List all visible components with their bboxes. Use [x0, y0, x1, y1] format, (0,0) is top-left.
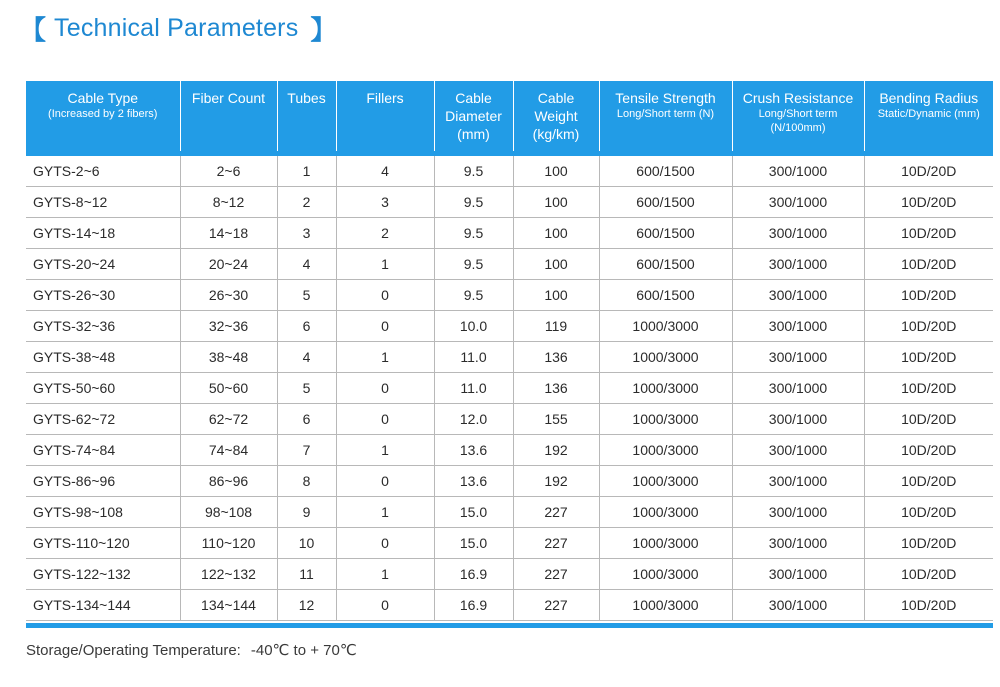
- cell-cable-type: GYTS-8~12: [26, 187, 180, 218]
- cell-weight: 192: [513, 435, 599, 466]
- header-cable-weight: Cable Weight (kg/km): [513, 81, 599, 154]
- cell-crush: 300/1000: [732, 528, 864, 559]
- cell-diameter: 9.5: [434, 218, 513, 249]
- cell-bending: 10D/20D: [864, 528, 993, 559]
- cell-diameter: 15.0: [434, 497, 513, 528]
- cell-tubes: 1: [277, 154, 336, 187]
- cell-cable-type: GYTS-86~96: [26, 466, 180, 497]
- cell-crush: 300/1000: [732, 311, 864, 342]
- cell-tubes: 5: [277, 373, 336, 404]
- cell-fiber-count: 110~120: [180, 528, 277, 559]
- cell-tensile: 1000/3000: [599, 528, 732, 559]
- cell-bending: 10D/20D: [864, 154, 993, 187]
- cell-weight: 100: [513, 249, 599, 280]
- cell-fillers: 0: [336, 466, 434, 497]
- cell-tensile: 1000/3000: [599, 342, 732, 373]
- cell-tensile: 600/1500: [599, 280, 732, 311]
- header-tensile-strength: Tensile Strength Long/Short term (N): [599, 81, 732, 154]
- table-row: [26, 154, 993, 187]
- cell-fillers: 0: [336, 590, 434, 621]
- cell-diameter: 9.5: [434, 280, 513, 311]
- header-crush-resistance: Crush Resistance Long/Short term (N/100mm): [732, 81, 864, 154]
- table-row: [26, 435, 993, 466]
- cell-diameter: 11.0: [434, 373, 513, 404]
- table-row: [26, 590, 993, 621]
- cell-bending: 10D/20D: [864, 373, 993, 404]
- cell-diameter: 11.0: [434, 342, 513, 373]
- title-open-bracket: 【: [20, 15, 47, 45]
- cell-bending: 10D/20D: [864, 187, 993, 218]
- cell-fiber-count: 74~84: [180, 435, 277, 466]
- cell-fillers: 0: [336, 404, 434, 435]
- cell-bending: 10D/20D: [864, 280, 993, 311]
- cell-cable-type: GYTS-122~132: [26, 559, 180, 590]
- table-row: [26, 559, 993, 590]
- cell-crush: 300/1000: [732, 497, 864, 528]
- cell-cable-type: GYTS-62~72: [26, 404, 180, 435]
- cell-crush: 300/1000: [732, 466, 864, 497]
- cell-weight: 192: [513, 466, 599, 497]
- cell-fiber-count: 134~144: [180, 590, 277, 621]
- cell-tensile: 1000/3000: [599, 435, 732, 466]
- cell-tubes: 12: [277, 590, 336, 621]
- cell-tubes: 9: [277, 497, 336, 528]
- cell-fillers: 4: [336, 154, 434, 187]
- cell-bending: 10D/20D: [864, 342, 993, 373]
- header-tubes: Tubes: [277, 81, 336, 154]
- cell-fillers: 1: [336, 559, 434, 590]
- table-row: [26, 404, 993, 435]
- cell-crush: 300/1000: [732, 218, 864, 249]
- cell-fiber-count: 122~132: [180, 559, 277, 590]
- cell-fiber-count: 32~36: [180, 311, 277, 342]
- cell-cable-type: GYTS-134~144: [26, 590, 180, 621]
- cell-weight: 100: [513, 218, 599, 249]
- header-cable-type: Cable Type (Increased by 2 fibers): [26, 81, 180, 154]
- cell-diameter: 10.0: [434, 311, 513, 342]
- table-row: [26, 466, 993, 497]
- cell-weight: 227: [513, 590, 599, 621]
- temperature-note-value: -40℃ to + 70℃: [250, 642, 357, 659]
- cell-tensile: 600/1500: [599, 154, 732, 187]
- cell-diameter: 16.9: [434, 590, 513, 621]
- table-row: [26, 311, 993, 342]
- cell-cable-type: GYTS-98~108: [26, 497, 180, 528]
- cell-fillers: 0: [336, 373, 434, 404]
- cell-weight: 227: [513, 497, 599, 528]
- table-row: [26, 373, 993, 404]
- cell-bending: 10D/20D: [864, 311, 993, 342]
- cell-crush: 300/1000: [732, 559, 864, 590]
- cell-fiber-count: 8~12: [180, 187, 277, 218]
- cell-tensile: 1000/3000: [599, 466, 732, 497]
- cell-tubes: 4: [277, 249, 336, 280]
- cell-bending: 10D/20D: [864, 559, 993, 590]
- cell-tubes: 10: [277, 528, 336, 559]
- cell-weight: 100: [513, 280, 599, 311]
- cell-crush: 300/1000: [732, 435, 864, 466]
- cell-fillers: 1: [336, 497, 434, 528]
- cell-tensile: 1000/3000: [599, 311, 732, 342]
- cell-bending: 10D/20D: [864, 590, 993, 621]
- cell-tubes: 2: [277, 187, 336, 218]
- cell-bending: 10D/20D: [864, 404, 993, 435]
- cell-tensile: 1000/3000: [599, 404, 732, 435]
- cell-cable-type: GYTS-26~30: [26, 280, 180, 311]
- table-row: [26, 218, 993, 249]
- table-row: [26, 528, 993, 559]
- table-row: [26, 342, 993, 373]
- cell-cable-type: GYTS-110~120: [26, 528, 180, 559]
- cell-fiber-count: 62~72: [180, 404, 277, 435]
- cell-fiber-count: 38~48: [180, 342, 277, 373]
- cell-crush: 300/1000: [732, 249, 864, 280]
- cell-crush: 300/1000: [732, 404, 864, 435]
- table-header-row: [26, 81, 993, 154]
- table-row: [26, 187, 993, 218]
- cell-tensile: 1000/3000: [599, 559, 732, 590]
- cell-bending: 10D/20D: [864, 497, 993, 528]
- header-fillers: Fillers: [336, 81, 434, 154]
- cell-tensile: 1000/3000: [599, 497, 732, 528]
- cell-crush: 300/1000: [732, 154, 864, 187]
- cell-cable-type: GYTS-2~6: [26, 154, 180, 187]
- cell-cable-type: GYTS-74~84: [26, 435, 180, 466]
- cell-fiber-count: 26~30: [180, 280, 277, 311]
- cell-tubes: 3: [277, 218, 336, 249]
- cell-crush: 300/1000: [732, 342, 864, 373]
- table-row: [26, 249, 993, 280]
- cell-tubes: 6: [277, 404, 336, 435]
- table-row: [26, 280, 993, 311]
- cell-weight: 100: [513, 187, 599, 218]
- cell-cable-type: GYTS-50~60: [26, 373, 180, 404]
- cell-bending: 10D/20D: [864, 435, 993, 466]
- cell-tensile: 1000/3000: [599, 373, 732, 404]
- cell-fillers: 1: [336, 249, 434, 280]
- cell-weight: 155: [513, 404, 599, 435]
- cell-cable-type: GYTS-14~18: [26, 218, 180, 249]
- cell-fillers: 2: [336, 218, 434, 249]
- cell-cable-type: GYTS-20~24: [26, 249, 180, 280]
- cell-crush: 300/1000: [732, 590, 864, 621]
- title-text: Technical Parameters: [54, 14, 299, 42]
- cell-tensile: 600/1500: [599, 218, 732, 249]
- cell-tubes: 11: [277, 559, 336, 590]
- cell-fillers: 1: [336, 435, 434, 466]
- cell-crush: 300/1000: [732, 373, 864, 404]
- cell-weight: 136: [513, 342, 599, 373]
- header-cable-diameter: Cable Diameter (mm): [434, 81, 513, 154]
- cell-tensile: 600/1500: [599, 187, 732, 218]
- cell-fillers: 0: [336, 311, 434, 342]
- cell-tubes: 7: [277, 435, 336, 466]
- cell-tubes: 6: [277, 311, 336, 342]
- page-title: [20, 10, 336, 47]
- table-row: [26, 497, 993, 528]
- cell-fiber-count: 86~96: [180, 466, 277, 497]
- temperature-note: [26, 641, 357, 659]
- cell-fiber-count: 14~18: [180, 218, 277, 249]
- cell-fillers: 0: [336, 528, 434, 559]
- cell-diameter: 9.5: [434, 154, 513, 187]
- cell-bending: 10D/20D: [864, 466, 993, 497]
- cell-diameter: 12.0: [434, 404, 513, 435]
- header-bending-radius: Bending Radius Static/Dynamic (mm): [864, 81, 993, 154]
- cell-weight: 227: [513, 559, 599, 590]
- cell-tensile: 1000/3000: [599, 590, 732, 621]
- cell-fillers: 3: [336, 187, 434, 218]
- cell-diameter: 13.6: [434, 435, 513, 466]
- cell-tubes: 4: [277, 342, 336, 373]
- technical-parameters-table: [26, 81, 993, 621]
- cell-diameter: 16.9: [434, 559, 513, 590]
- cell-weight: 227: [513, 528, 599, 559]
- cell-diameter: 15.0: [434, 528, 513, 559]
- cell-fillers: 1: [336, 342, 434, 373]
- cell-fiber-count: 50~60: [180, 373, 277, 404]
- cell-tubes: 8: [277, 466, 336, 497]
- cell-weight: 100: [513, 154, 599, 187]
- cell-fiber-count: 2~6: [180, 154, 277, 187]
- cell-weight: 119: [513, 311, 599, 342]
- cell-diameter: 13.6: [434, 466, 513, 497]
- cell-crush: 300/1000: [732, 187, 864, 218]
- cell-cable-type: GYTS-38~48: [26, 342, 180, 373]
- cell-bending: 10D/20D: [864, 249, 993, 280]
- cell-diameter: 9.5: [434, 187, 513, 218]
- cell-weight: 136: [513, 373, 599, 404]
- title-close-bracket: 】: [310, 15, 337, 45]
- cell-bending: 10D/20D: [864, 218, 993, 249]
- cell-fillers: 0: [336, 280, 434, 311]
- cell-cable-type: GYTS-32~36: [26, 311, 180, 342]
- cell-fiber-count: 98~108: [180, 497, 277, 528]
- cell-tensile: 600/1500: [599, 249, 732, 280]
- table-bottom-divider: [26, 623, 993, 628]
- temperature-note-label: Storage/Operating Temperature:: [26, 642, 241, 659]
- cell-diameter: 9.5: [434, 249, 513, 280]
- header-fiber-count: Fiber Count: [180, 81, 277, 154]
- cell-crush: 300/1000: [732, 280, 864, 311]
- cell-fiber-count: 20~24: [180, 249, 277, 280]
- cell-tubes: 5: [277, 280, 336, 311]
